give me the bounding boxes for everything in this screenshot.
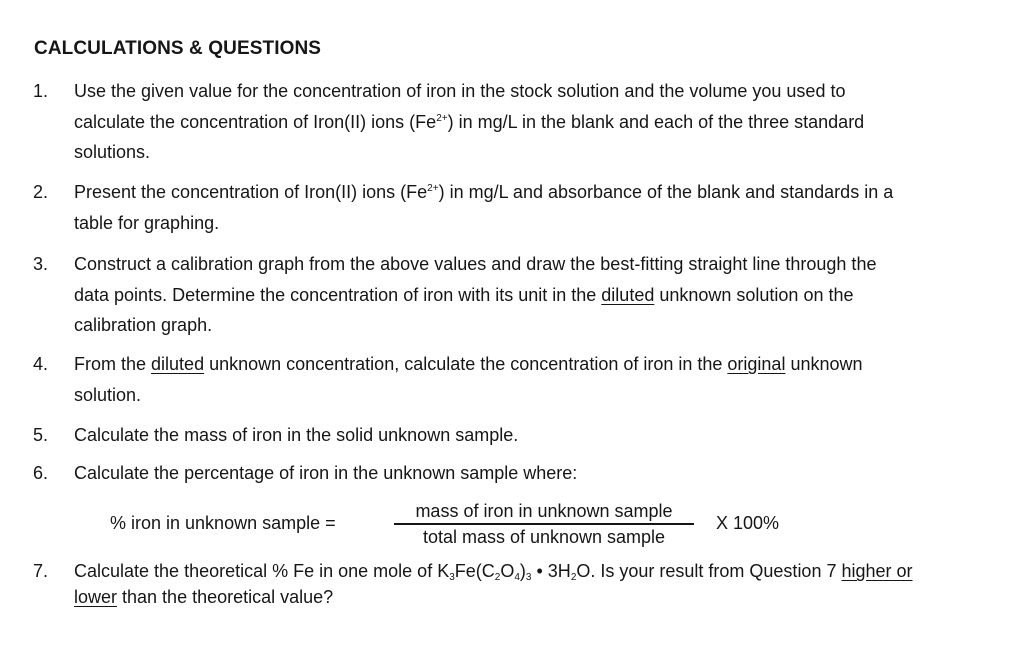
formula-numerator: mass of iron in unknown sample <box>415 501 673 521</box>
question-2-number: 2. <box>33 182 49 202</box>
question-7-number: 7. <box>33 561 49 581</box>
emphasis-diluted: diluted <box>601 284 655 305</box>
formula-lhs: % iron in unknown sample = <box>110 513 336 533</box>
emphasis-diluted: diluted <box>151 354 205 374</box>
question-5-text: Calculate the mass of iron in the solid unknown sample. <box>74 425 519 445</box>
question-1-text: Use the given value for the concentration of iron in the stock solution and the volume you used to calculate the concentration of Iron(II) ions $(Fe^{2+})$ in mg/L in the blank and each of the three standard solutions. <box>74 81 865 162</box>
emphasis-higher-or-lower: higher or lower <box>74 561 913 607</box>
question-5-number: 5. <box>33 425 49 445</box>
question-4-text: From the diluted unknown concentration, calculate the concentration of iron in the original unknown solution. <box>74 354 863 405</box>
question-3-text: Construct a calibration graph from the above values and draw the best-fitting straight line through the data points. Determine the concentration of iron with its unit in the diluted unknown solution on the calibration graph. <box>74 254 877 335</box>
question-6-text: Calculate the percentage of iron in the unknown sample where: <box>74 463 578 483</box>
question-1-number: 1. <box>33 81 49 101</box>
section-heading: CALCULATIONS & QUESTIONS <box>34 38 322 59</box>
formula-fraction <box>393 499 695 549</box>
formula-denominator: total mass of unknown sample <box>422 526 666 547</box>
question-7-text: Calculate the theoretical % Fe in one mole of $K_3Fe(C_2O_4)_3$ • $3H_2O$. Is your result from Question 7 higher or lower than the theoretical value? <box>74 561 913 607</box>
question-6-number: 6. <box>33 463 49 483</box>
percentage-formula <box>0 497 1024 553</box>
question-4-number: 4. <box>33 354 49 374</box>
question-2-text: Present the concentration of Iron(II) ions $(Fe^{2+})$ in mg/L and absorbance of the blank and standards in a table for graphing. <box>74 182 894 233</box>
question-3-number: 3. <box>33 254 49 274</box>
formula-multiplier: X 100% <box>716 513 780 533</box>
emphasis-original: original <box>727 354 786 374</box>
